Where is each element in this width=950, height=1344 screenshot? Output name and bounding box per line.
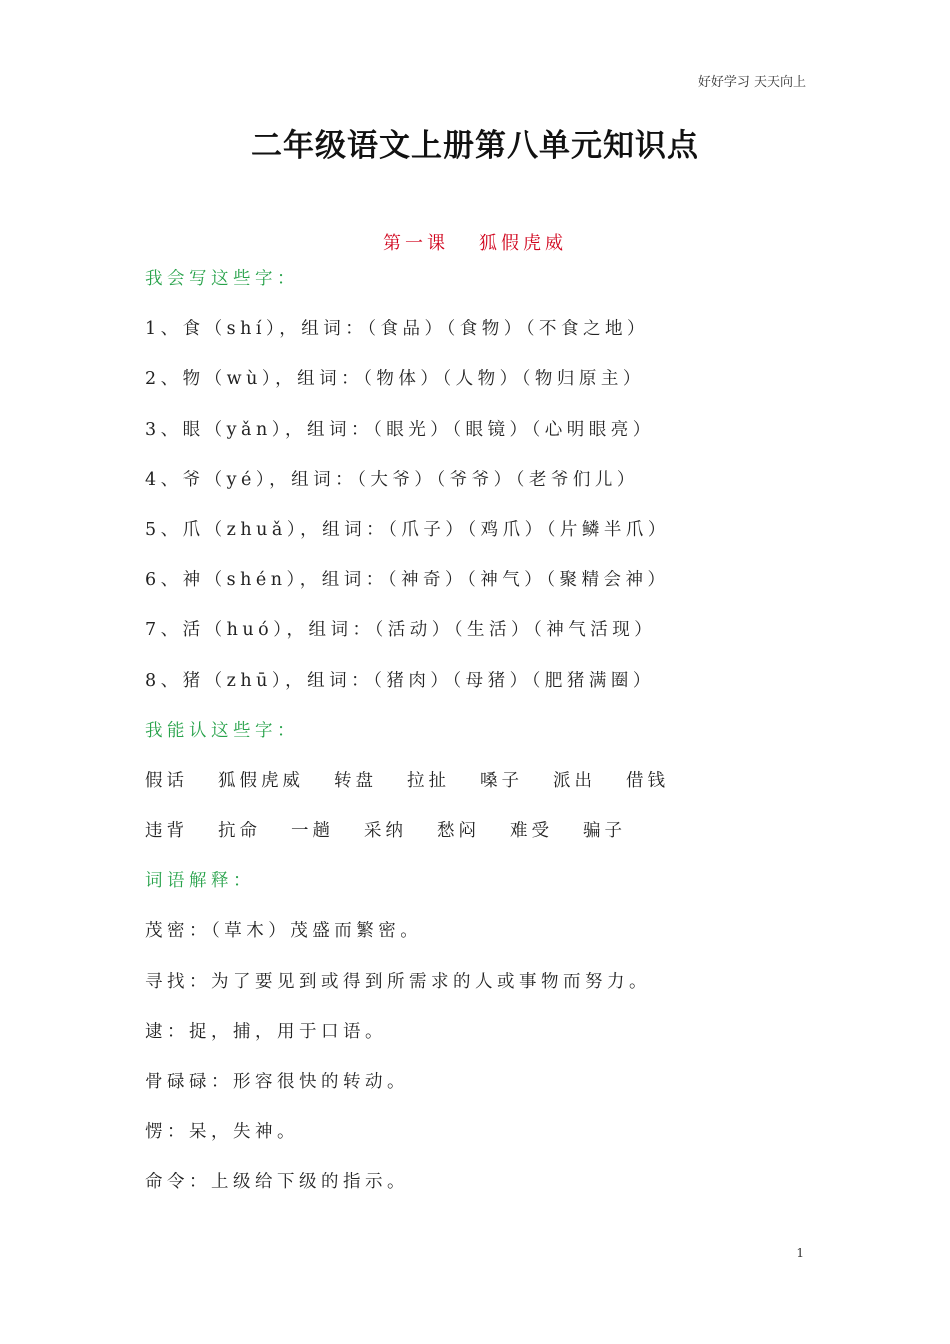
lesson-number: 第一课	[383, 233, 449, 254]
read-word: 嗓子	[480, 770, 523, 791]
read-word: 愁闷	[437, 821, 480, 842]
write-section-heading: 我会写这些字：	[145, 269, 299, 289]
page-number: 1	[796, 1246, 804, 1260]
read-word: 骗子	[583, 821, 626, 842]
read-word: 抗命	[218, 821, 261, 842]
explain-item: 逮：捉，捕，用于口语。	[145, 1021, 387, 1042]
read-word: 采纳	[364, 821, 407, 842]
read-word: 违背	[145, 821, 188, 842]
read-word: 狐假虎威	[218, 770, 304, 791]
read-word: 借钱	[626, 770, 669, 791]
document-title: 二年级语文上册第八单元知识点	[251, 128, 699, 164]
explain-section-heading: 词语解释：	[145, 871, 255, 892]
header-motto: 好好学习 天天向上	[697, 75, 806, 90]
read-word: 拉扯	[407, 770, 450, 791]
write-item: 2、物（wù），组词：（物体）（人物）（物归原主）	[145, 369, 645, 390]
write-item: 4、爷（yé），组词：（大爷）（爷爷）（老爷们儿）	[145, 469, 639, 490]
read-section-heading: 我能认这些字：	[145, 720, 299, 741]
read-word: 难受	[510, 821, 553, 842]
read-word: 一趟	[291, 821, 334, 842]
explain-item: 茂密：（草木）茂盛而繁密。	[145, 921, 423, 942]
read-words-row-1	[145, 768, 825, 818]
read-word: 转盘	[334, 770, 377, 791]
explain-item: 骨碌碌：形容很快的转动。	[145, 1072, 409, 1092]
lesson-name: 狐假虎威	[479, 233, 567, 254]
read-words-row-2	[145, 818, 825, 868]
lesson-title	[0, 229, 950, 255]
write-item: 3、眼（yǎn），组词：（眼光）（眼镜）（心明眼亮）	[145, 419, 655, 440]
document-body	[145, 266, 825, 1220]
read-word: 假话	[145, 770, 188, 791]
write-item: 1、食（shí），组词：（食品）（食物）（不食之地）	[145, 319, 649, 340]
write-item: 7、活（huó），组词：（活动）（生活）（神气活现）	[145, 620, 657, 641]
explain-item: 寻找：为了要见到或得到所需求的人或事物而努力。	[145, 971, 651, 992]
explain-item: 命令：上级给下级的指示。	[145, 1172, 409, 1193]
write-item: 6、神（shén），组词：（神奇）（神气）（聚精会神）	[145, 570, 670, 591]
read-word: 派出	[553, 770, 596, 791]
write-item: 8、猪（zhū），组词：（猪肉）（母猪）（肥猪满圈）	[145, 670, 655, 691]
explain-item: 愣：呆，失神。	[145, 1122, 299, 1143]
write-item: 5、爪（zhuǎ），组词：（爪子）（鸡爪）（片鳞半爪）	[145, 519, 670, 540]
